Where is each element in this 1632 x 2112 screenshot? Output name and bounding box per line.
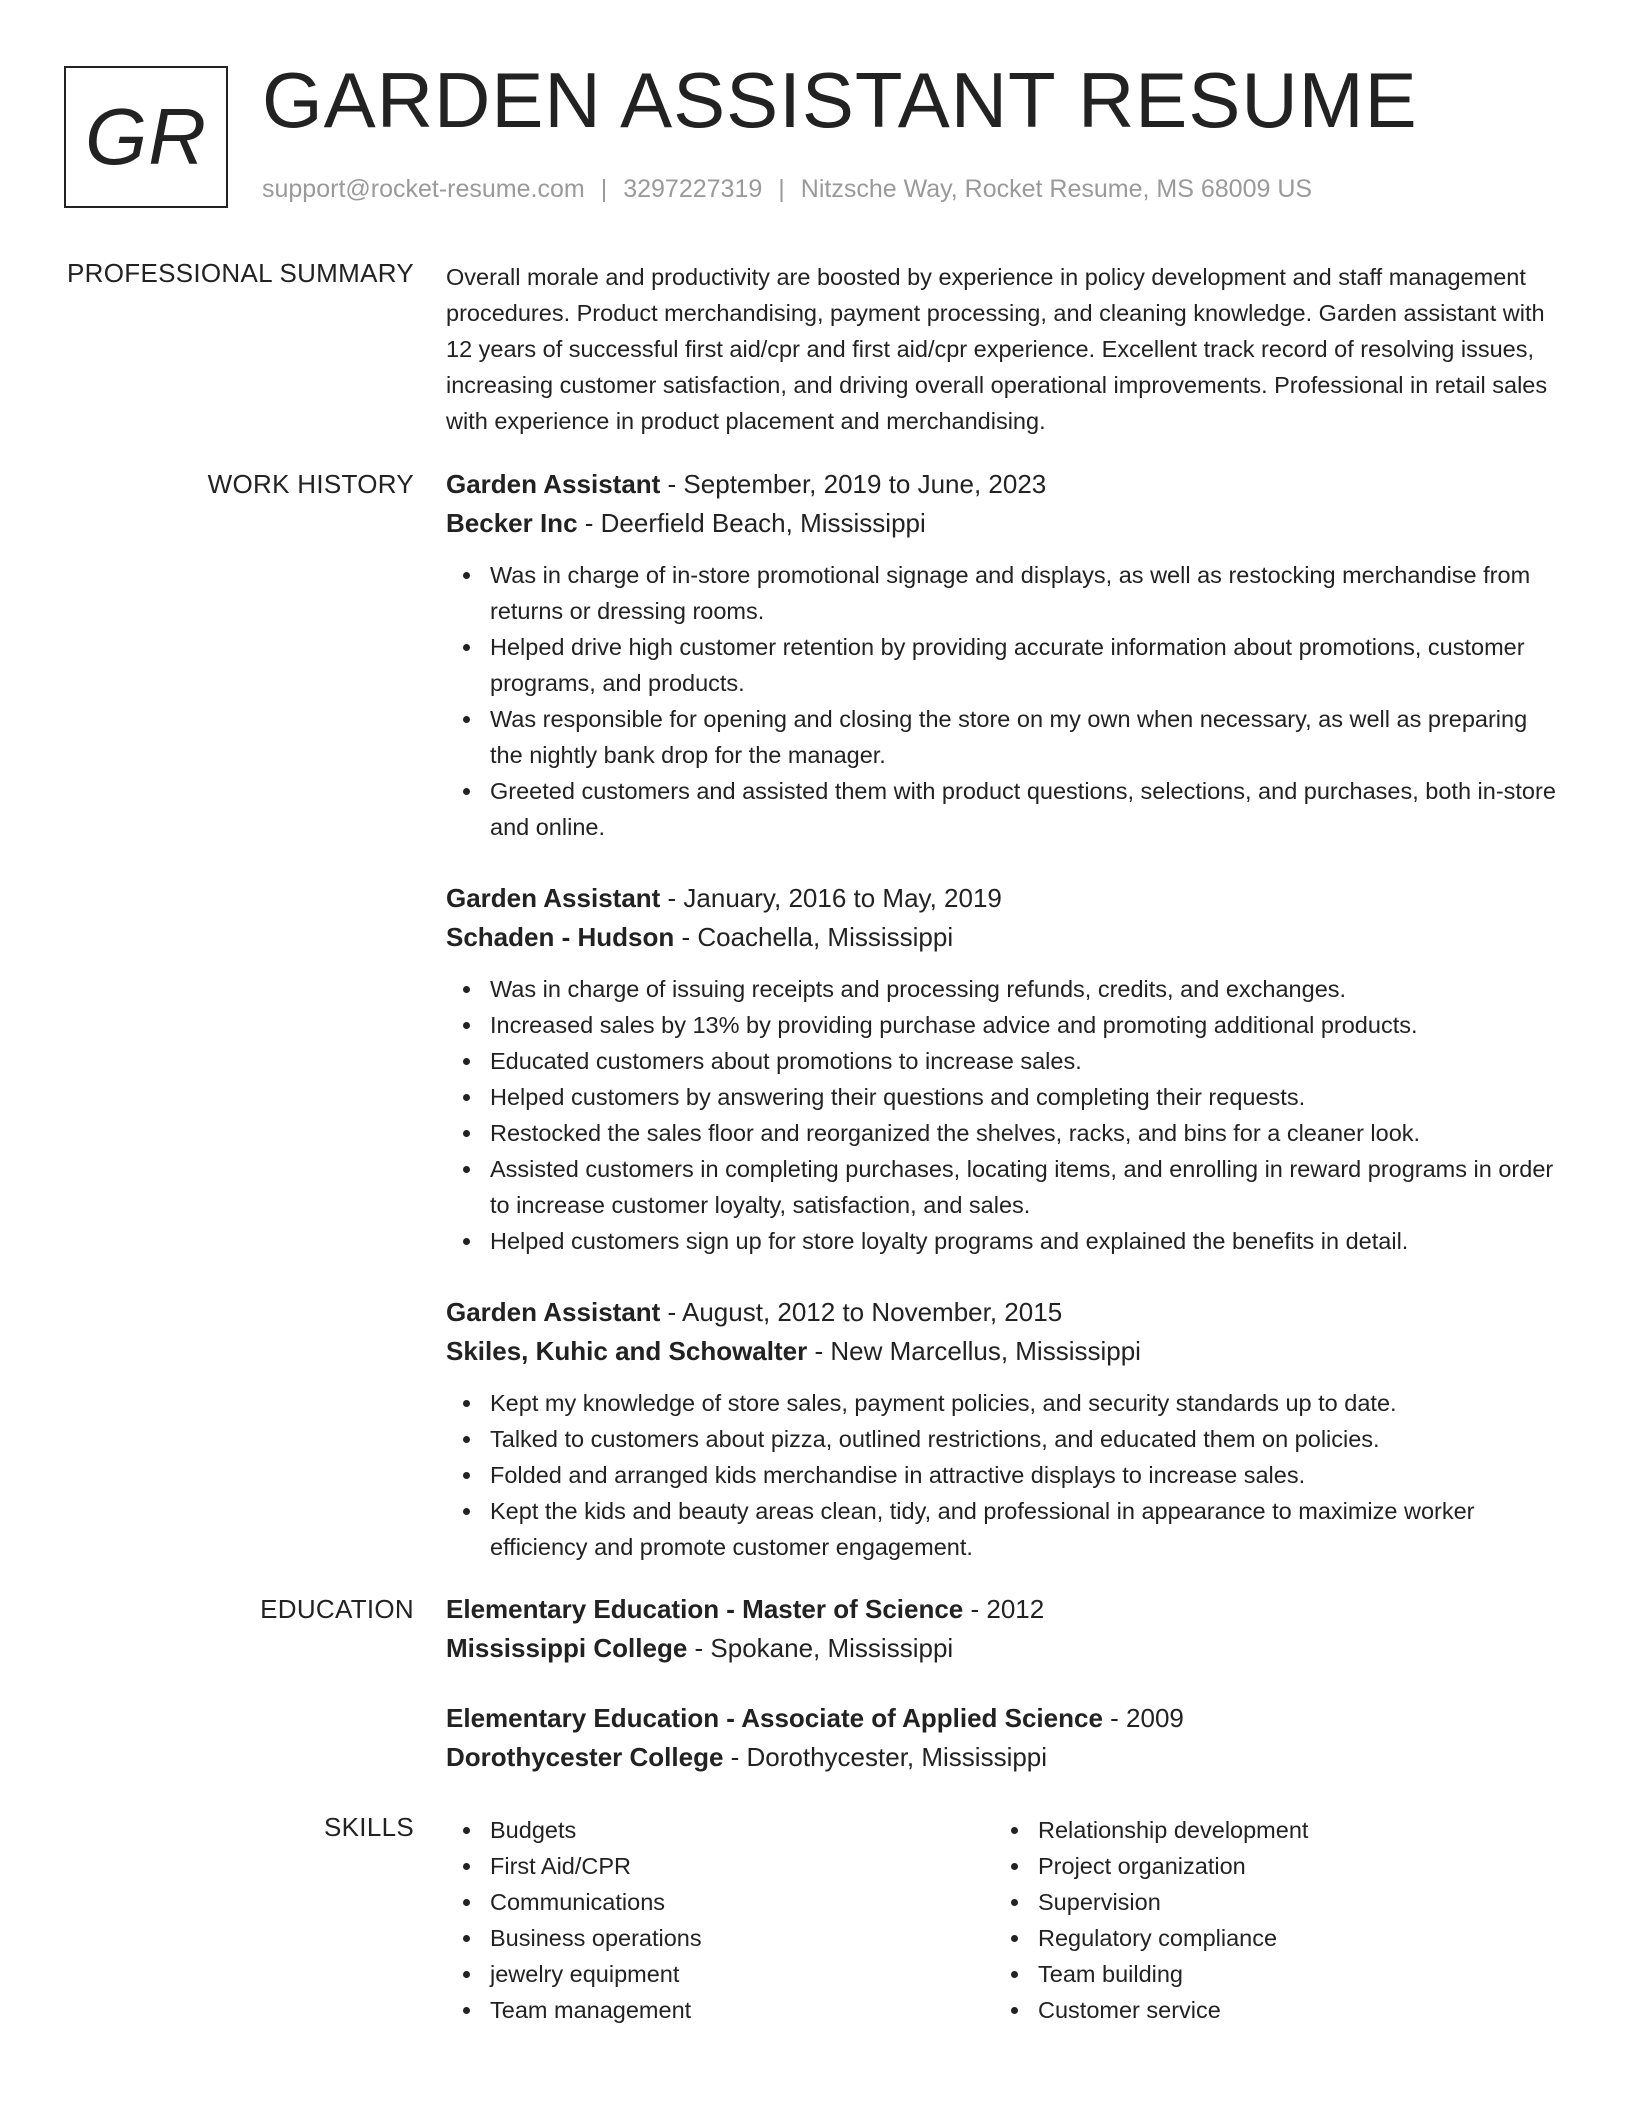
job-title-line xyxy=(446,879,1562,918)
job-bullet: Talked to customers about pizza, outlined restrictions, and educated them on policies. xyxy=(446,1421,1562,1457)
job-bullet: Helped customers by answering their questions and completing their requests. xyxy=(446,1079,1562,1115)
contact-line xyxy=(262,175,1312,204)
skill-item: Regulatory compliance xyxy=(994,1920,1542,1956)
job-bullet: Restocked the sales floor and reorganized the shelves, racks, and bins for a cleaner look. xyxy=(446,1115,1562,1151)
skill-item: First Aid/CPR xyxy=(446,1848,994,1884)
education-location: - Spokane, Mississippi xyxy=(687,1633,954,1663)
skill-item: Supervision xyxy=(994,1884,1542,1920)
job-title-line xyxy=(446,1293,1562,1332)
monogram-box xyxy=(64,66,228,208)
job-company-line xyxy=(446,918,1562,957)
section-label-education: EDUCATION xyxy=(260,1594,414,1624)
contact-separator: | xyxy=(600,175,608,203)
contact-email: support@rocket-resume.com xyxy=(262,175,585,203)
job-location: - Deerfield Beach, Mississippi xyxy=(577,508,926,538)
contact-phone: 3297227319 xyxy=(623,175,763,203)
summary-text: Overall morale and productivity are boosted by experience in policy development and staff management procedures. Product merchandising, payment processing, and cleaning knowledge. Garden assistant with 12 years of successful first aid/cpr and first aid/cpr experience. Excellent track record of resolving issues, increasing customer satisfaction, and driving overall operational improvements. Professional in retail sales with experience in product placement and merchandising. xyxy=(446,264,1548,434)
job-title: Garden Assistant xyxy=(446,883,661,913)
job-bullet: Folded and arranged kids merchandise in attractive displays to increase sales. xyxy=(446,1457,1562,1493)
job-bullet: Was in charge of in-store promotional signage and displays, as well as restocking merchandise from returns or dressing rooms. xyxy=(446,557,1562,629)
job-dates: - September, 2019 to June, 2023 xyxy=(660,469,1047,499)
job-title: Garden Assistant xyxy=(446,469,661,499)
education-school: Dorothycester College xyxy=(446,1742,724,1772)
job-bullets xyxy=(446,557,1562,845)
education-school-line xyxy=(446,1629,1562,1668)
education-school-line xyxy=(446,1738,1562,1777)
education-year: - 2012 xyxy=(963,1594,1045,1624)
education-school: Mississippi College xyxy=(446,1633,688,1663)
section-label-skills: SKILLS xyxy=(324,1812,414,1842)
job-bullet: Increased sales by 13% by providing purchase advice and promoting additional products. xyxy=(446,1007,1562,1043)
education-location: - Dorothycester, Mississippi xyxy=(723,1742,1048,1772)
contact-address: Nitzsche Way, Rocket Resume, MS 68009 US xyxy=(800,175,1313,203)
section-label-summary: PROFESSIONAL SUMMARY xyxy=(67,258,414,288)
section-label-work-history: WORK HISTORY xyxy=(207,469,414,499)
job-entry xyxy=(446,465,1562,845)
job-company: Becker Inc xyxy=(446,508,578,538)
education-degree-line xyxy=(446,1590,1562,1629)
skill-item: Budgets xyxy=(446,1812,994,1848)
resume-title: GARDEN ASSISTANT RESUME xyxy=(262,56,1418,144)
job-bullet: Was in charge of issuing receipts and processing refunds, credits, and exchanges. xyxy=(446,971,1562,1007)
skill-item: jewelry equipment xyxy=(446,1956,994,1992)
job-bullet: Assisted customers in completing purchases, locating items, and enrolling in reward programs in order to increase customer loyalty, satisfaction, and sales. xyxy=(446,1151,1562,1223)
job-bullets xyxy=(446,1385,1562,1565)
skill-item: Team management xyxy=(446,1992,994,2028)
job-company-line xyxy=(446,504,1562,543)
job-bullet: Kept my knowledge of store sales, payment policies, and security standards up to date. xyxy=(446,1385,1562,1421)
skill-item: Business operations xyxy=(446,1920,994,1956)
job-entry xyxy=(446,879,1562,1259)
job-dates: - August, 2012 to November, 2015 xyxy=(660,1297,1063,1327)
job-company-line xyxy=(446,1332,1562,1371)
job-title-line xyxy=(446,465,1562,504)
job-dates: - January, 2016 to May, 2019 xyxy=(660,883,1002,913)
job-company: Schaden - Hudson xyxy=(446,922,675,952)
education-entry xyxy=(446,1699,1562,1777)
job-bullet: Was responsible for opening and closing the store on my own when necessary, as well as preparing the nightly bank drop for the manager. xyxy=(446,701,1562,773)
skill-item: Customer service xyxy=(994,1992,1542,2028)
education-year: - 2009 xyxy=(1102,1703,1184,1733)
job-bullet: Helped drive high customer retention by providing accurate information about promotions, customer programs, and products. xyxy=(446,629,1562,701)
job-location: - Coachella, Mississippi xyxy=(674,922,954,952)
education-degree: Elementary Education - Master of Science xyxy=(446,1594,964,1624)
skill-item: Relationship development xyxy=(994,1812,1542,1848)
skill-item: Team building xyxy=(994,1956,1542,1992)
education-degree-line xyxy=(446,1699,1562,1738)
job-location: - New Marcellus, Mississippi xyxy=(807,1336,1141,1366)
job-bullet: Greeted customers and assisted them with product questions, selections, and purchases, both in-store and online. xyxy=(446,773,1562,845)
skill-item: Project organization xyxy=(994,1848,1542,1884)
contact-separator: | xyxy=(778,175,785,203)
skills-list-right xyxy=(994,1812,1542,2028)
skills-list-left xyxy=(446,1812,994,2028)
job-entry xyxy=(446,1293,1562,1565)
job-title: Garden Assistant xyxy=(446,1297,661,1327)
job-company: Skiles, Kuhic and Schowalter xyxy=(446,1336,808,1366)
job-bullets xyxy=(446,971,1562,1259)
education-entry xyxy=(446,1590,1562,1668)
education-degree: Elementary Education - Associate of Applied Science xyxy=(446,1703,1103,1733)
skills-columns xyxy=(446,1812,1562,2028)
job-bullet: Helped customers sign up for store loyalty programs and explained the benefits in detail. xyxy=(446,1223,1562,1259)
job-bullet: Educated customers about promotions to increase sales. xyxy=(446,1043,1562,1079)
skill-item: Communications xyxy=(446,1884,994,1920)
monogram-initials: GR xyxy=(85,92,207,181)
job-bullet: Kept the kids and beauty areas clean, tidy, and professional in appearance to maximize worker efficiency and promote customer engagement. xyxy=(446,1493,1562,1565)
